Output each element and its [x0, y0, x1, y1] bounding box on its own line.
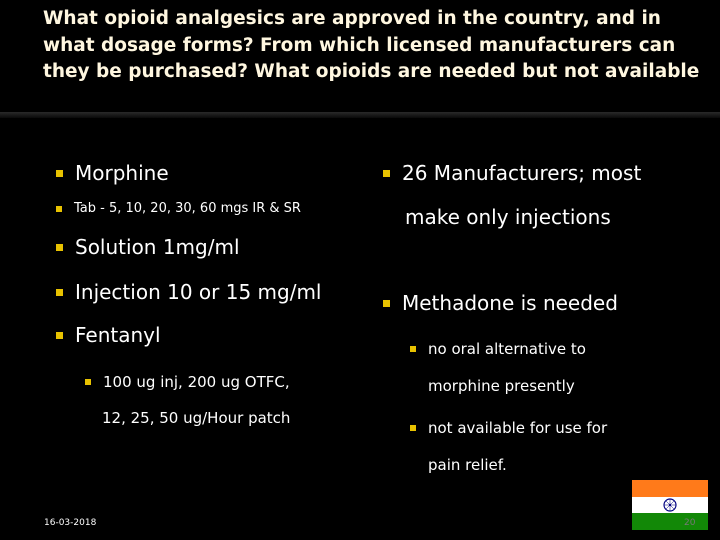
bullet-square-icon [56, 244, 63, 251]
bullet-injection [56, 280, 321, 304]
sub-bullet-fentanyl-dose [85, 373, 290, 392]
bullet-text: Methadone is needed [402, 291, 618, 315]
bullet-text: Fentanyl [75, 323, 161, 347]
bullet-square-icon [56, 170, 63, 177]
slide-title: What opioid analgesics are approved in the country, and in what dosage forms? From which licensed manufacturers can they be purchased? What opioids are needed but not available [43, 8, 700, 82]
bullet-tab [56, 201, 301, 217]
india-flag-icon [632, 480, 708, 530]
bullet-square-icon [383, 300, 390, 307]
bullet-square-icon [56, 289, 63, 296]
bullet-text: not available for use for [428, 419, 608, 437]
sub-bullet-no-oral [410, 340, 586, 359]
bullet-manufacturers [383, 161, 641, 185]
bullet-morphine [56, 161, 169, 185]
bullet-text: no oral alternative to [428, 340, 586, 358]
slide-date: 16-03-2018 [44, 518, 97, 528]
bullet-text: 100 ug inj, 200 ug OTFC, [103, 373, 290, 391]
slide-number: 20 [684, 518, 696, 528]
bullet-text: 26 Manufacturers; most [402, 161, 642, 185]
bullet-solution [56, 235, 240, 259]
bullet-text: Morphine [75, 161, 169, 185]
sub-bullet-continuation: morphine presently [428, 377, 575, 395]
bullet-square-icon [56, 332, 63, 339]
bullet-square-icon [85, 379, 91, 385]
bullet-text: Tab - 5, 10, 20, 30, 60 mgs IR & SR [74, 201, 301, 216]
sub-bullet-continuation: 12, 25, 50 ug/Hour patch [102, 409, 291, 427]
bullet-text: Solution 1mg/ml [75, 235, 240, 259]
bullet-square-icon [410, 425, 416, 431]
title-divider [0, 112, 720, 118]
bullet-square-icon [383, 170, 390, 177]
bullet-square-icon [56, 206, 62, 212]
bullet-text: Injection 10 or 15 mg/ml [75, 280, 322, 304]
sub-bullet-not-available [410, 419, 607, 438]
sub-bullet-continuation: pain relief. [428, 456, 507, 474]
bullet-methadone [383, 291, 618, 315]
bullet-square-icon [410, 346, 416, 352]
bullet-fentanyl [56, 323, 161, 347]
bullet-continuation: make only injections [405, 205, 611, 229]
